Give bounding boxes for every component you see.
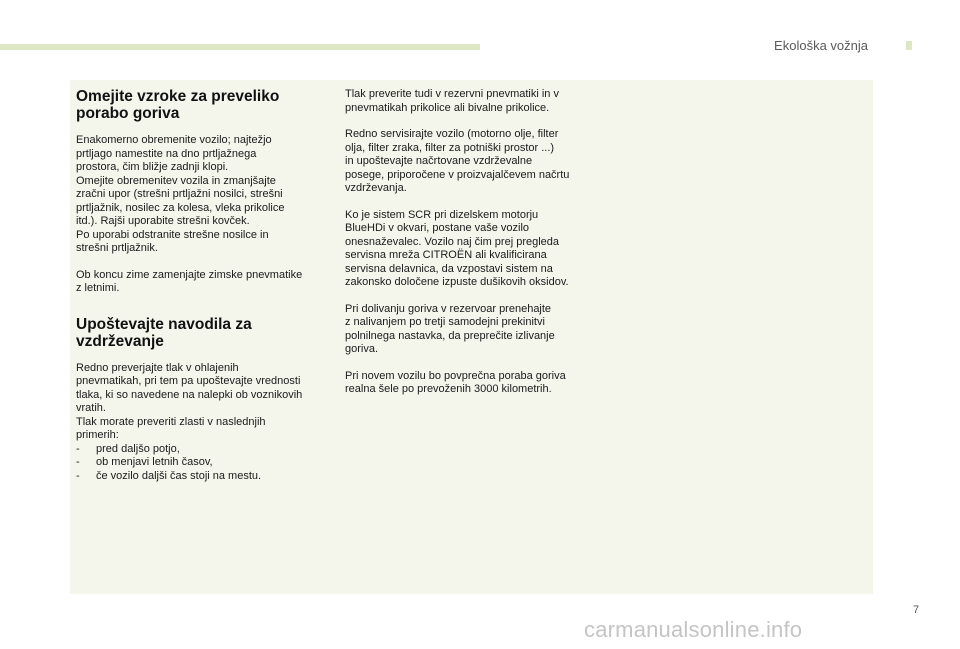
header-marker	[906, 41, 912, 50]
watermark: carmanualsonline.info	[584, 617, 803, 642]
list-item-text: pred daljšo potjo,	[96, 442, 180, 455]
paragraph-new-vehicle: Pri novem vozilu bo povprečna poraba goriva realna šele po prevoženih 3000 kilometrih.	[345, 369, 566, 395]
left-column	[76, 88, 334, 483]
paragraph-scr-system: Ko je sistem SCR pri dizelskem motorju BlueHDi v okvari, postane vaše vozilo onesnaževalec. Vozilo naj čim prej pregleda servisna mreža CITROËN ali kvalificirana servisna delavnica, da vzpostavi sistem na zakonsko določene izpuste dušikovih oksidov.	[345, 208, 569, 288]
paragraph-winter-tyres: Ob koncu zime zamenjajte zimske pnevmatike z letnimi.	[76, 268, 303, 294]
list-item-text: ob menjavi letnih časov,	[96, 456, 213, 468]
paragraph-servicing: Redno servisirajte vozilo (motorno olje, filter olja, filter zraka, filter za potniški prostor ...) in upoštevajte načrtovane vzdrževalne posege, priporočene v proizvajalčevem načrtu vzdrževanja.	[345, 128, 570, 194]
page-number: 7	[913, 604, 920, 616]
heading-maintenance: Upoštevajte navodila za vzdrževanje	[76, 315, 252, 350]
list-dash: -	[76, 442, 80, 455]
right-column	[345, 88, 603, 410]
paragraph-refuelling: Pri dolivanju goriva v rezervoar prenehajte z nalivanjem po tretji samodejni prekinitvi polnilnega nastavka, da preprečite izlivanje goriva.	[345, 302, 555, 355]
list-item	[76, 456, 334, 470]
list-item-text: če vozilo daljši čas stoji na mestu.	[96, 469, 262, 482]
section-title: Ekološka vožnja	[774, 38, 868, 53]
list-item	[76, 443, 334, 457]
header-accent-bar	[0, 44, 480, 50]
paragraph-spare-tyre: Tlak preverite tudi v rezervni pnevmatiki in v pnevmatikah prikolice ali bivalne prikolice.	[345, 88, 559, 114]
paragraph-load-vehicle: Enakomerno obremenite vozilo; najtežjo prtljago namestite na dno prtljažnega prostora, čim bližje zadnji klopi. Omejite obremenitev vozila in zmanjšajte zračni upor (strešni prtljažni nosilci, strešni prtljažnik, nosilec za kolesa, vleka prikolice itd.). Rajši uporabite strešni kovček. Po uporabi odstranite strešne nosilce in strešni prtljažnik.	[76, 134, 285, 254]
list-dash: -	[76, 456, 80, 468]
heading-fuel-consumption: Omejite vzroke za preveliko porabo goriva	[76, 88, 280, 122]
list-item	[76, 470, 334, 484]
paragraph-tyre-pressure: Redno preverjajte tlak v ohlajenih pnevmatikah, pri tem pa upoštevajte vrednosti tlaka, ki so navedene na nalepki ob voznikovih vratih. Tlak morate preveriti zlasti v naslednjih primerih:	[76, 361, 303, 441]
list-dash: -	[76, 469, 80, 482]
pressure-check-list	[76, 443, 334, 484]
